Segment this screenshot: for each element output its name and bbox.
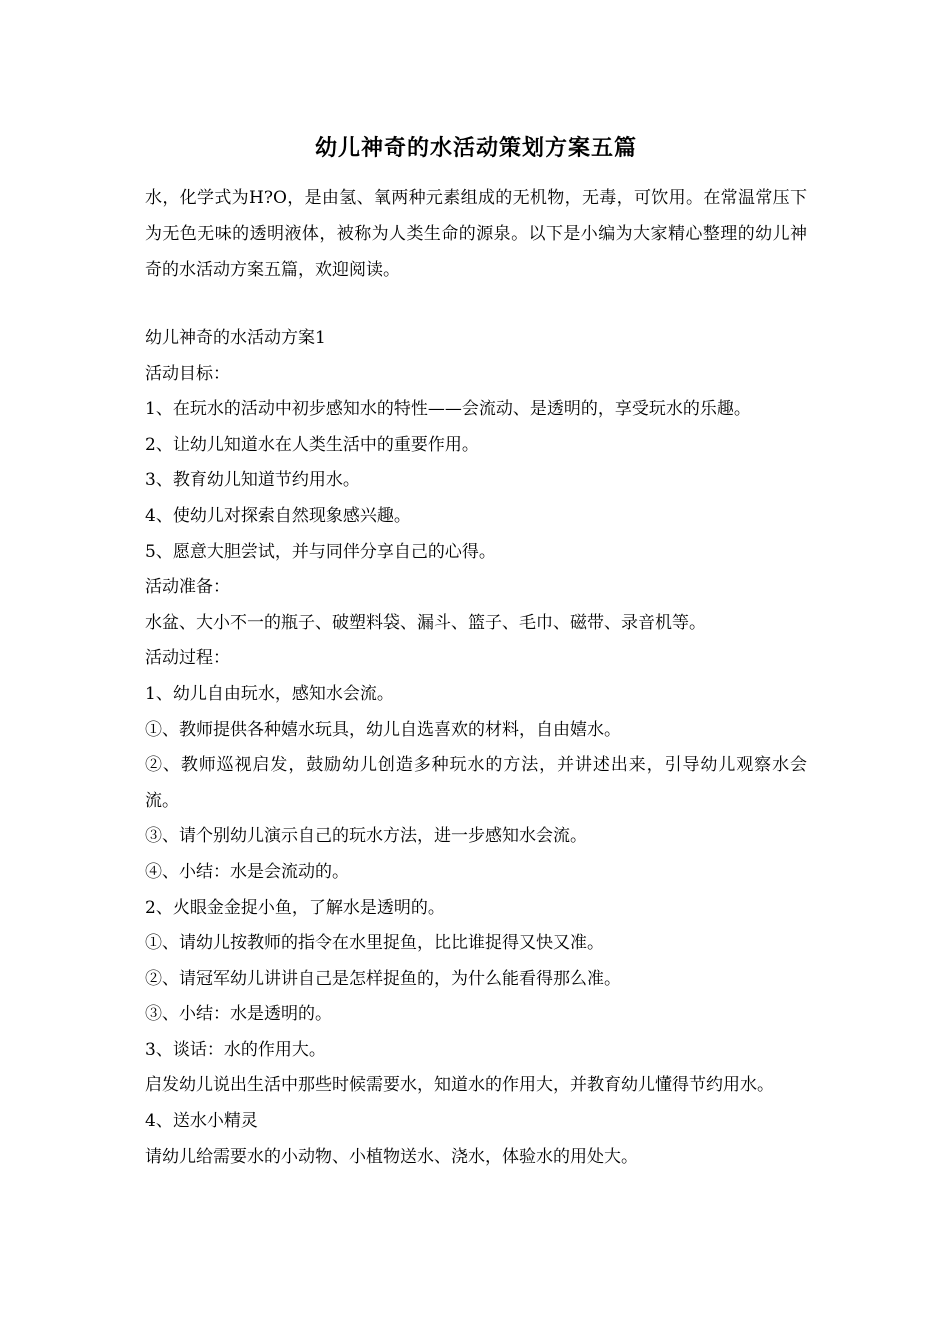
process-text: 启发幼儿说出生活中那些时候需要水，知道水的作用大，并教育幼儿懂得节约用水。 bbox=[145, 1075, 774, 1096]
process-step: 4、送水小精灵 bbox=[145, 1111, 258, 1132]
goal-item: 3、教育幼儿知道节约用水。 bbox=[145, 470, 360, 491]
process-substep: ③、小结：水是透明的。 bbox=[145, 1004, 332, 1025]
subheading-process: 活动过程： bbox=[145, 648, 230, 669]
process-substep: ④、小结：水是会流动的。 bbox=[145, 861, 349, 882]
process-substep: ③、请个别幼儿演示自己的玩水方法，进一步感知水会流。 bbox=[145, 826, 587, 847]
paragraph-gap bbox=[145, 288, 807, 321]
goal-item: 1、在玩水的活动中初步感知水的特性——会流动、是透明的，享受玩水的乐趣。 bbox=[145, 399, 751, 420]
subheading-preparation: 活动准备： bbox=[145, 577, 230, 598]
process-step: 1、幼儿自由玩水，感知水会流。 bbox=[145, 683, 394, 704]
process-substep: ②、请冠军幼儿讲讲自己是怎样捉鱼的，为什么能看得那么准。 bbox=[145, 968, 621, 989]
process-step: 3、谈话：水的作用大。 bbox=[145, 1039, 326, 1060]
subheading-goals: 活动目标： bbox=[145, 363, 230, 384]
goal-item: 5、愿意大胆尝试，并与同伴分享自己的心得。 bbox=[145, 541, 496, 562]
process-step: 2、火眼金金捉小鱼，了解水是透明的。 bbox=[145, 897, 445, 918]
document-title: 幼儿神奇的水活动策划方案五篇 bbox=[314, 135, 637, 161]
process-substep: ①、请幼儿按教师的指令在水里捉鱼，比比谁捉得又快又准。 bbox=[145, 933, 604, 954]
process-substep: ①、教师提供各种嬉水玩具，幼儿自选喜欢的材料，自由嬉水。 bbox=[145, 719, 621, 740]
section-heading: 幼儿神奇的水活动方案1 bbox=[145, 328, 326, 348]
process-text: 请幼儿给需要水的小动物、小植物送水、浇水，体验水的用处大。 bbox=[145, 1146, 638, 1167]
process-substep: ②、教师巡视启发，鼓励幼儿创造多种玩水的方法，并讲述出来，引导幼儿观察水会流。 bbox=[145, 755, 807, 811]
preparation-text: 水盆、大小不一的瓶子、破塑料袋、漏斗、篮子、毛巾、磁带、录音机等。 bbox=[145, 612, 706, 633]
intro-paragraph: 水，化学式为H?O，是由氢、氧两种元素组成的无机物，无毒，可饮用。在常温常压下为无色无味的透明液体，被称为人类生命的源泉。以下是小编为大家精心整理的幼儿神奇的水活动方案五篇，欢迎阅读。 bbox=[145, 188, 807, 280]
goal-item: 4、使幼儿对探索自然现象感兴趣。 bbox=[145, 505, 411, 526]
goal-item: 2、让幼儿知道水在人类生活中的重要作用。 bbox=[145, 434, 479, 455]
document-page bbox=[145, 128, 807, 1175]
